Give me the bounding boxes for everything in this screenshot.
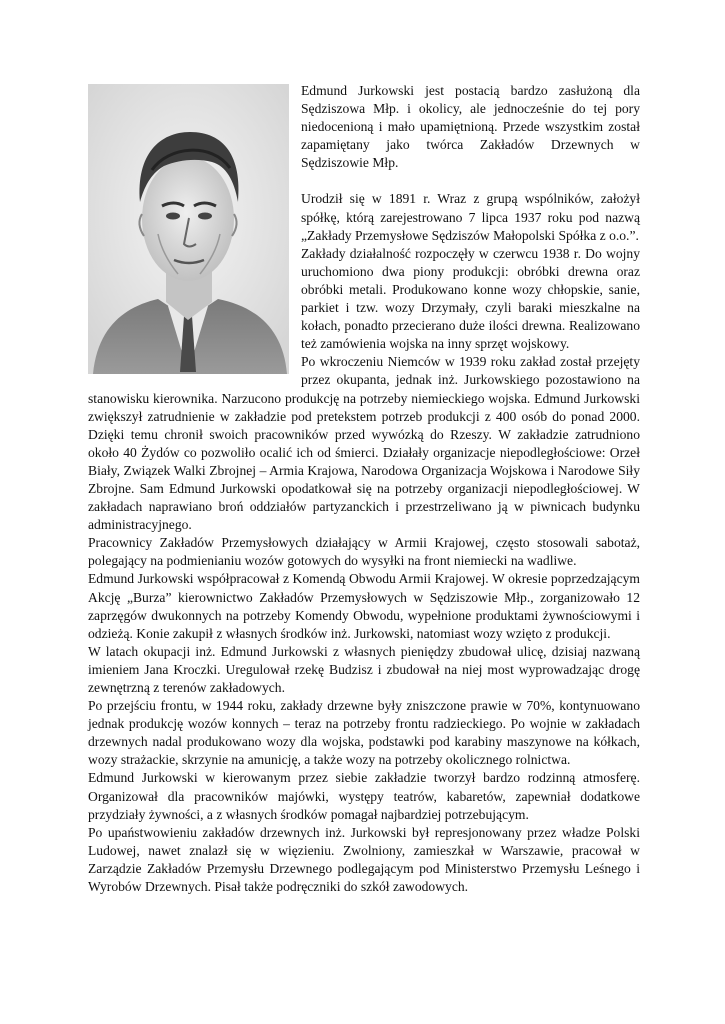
- paragraph-home-army: Edmund Jurkowski współpracował z Komendą Obwodu Armii Krajowej. W okresie poprzedzającym Akcję „Burza” kierownictwo Zakładów Przemysłowych w Sędziszowie Młp., zorganizowało 12 zaprzęgów dwukonnych na potrzeby Komendy Obwodu, wypełnione produktami żywnościowymi i odzieżą. Konie zakupił z własnych środków inż. Jurkowski, natomiast wozy wzięto z produkcji.: [88, 571, 640, 641]
- paragraph-street-bridge: W latach okupacji inż. Edmund Jurkowski z własnych pieniędzy zbudował ulicę, dzisiaj nazwaną imieniem Jana Kroczki. Uregulował rzekę Budzisz i zbudował na niej most wyprowadzając drogę zewnętrzną z terenów zakładowych.: [88, 643, 640, 695]
- paragraph-intro: Edmund Jurkowski jest postacią bardzo zasłużoną dla Sędziszowa Młp. i okolicy, ale jednocześnie do tej pory niedocenioną i mało upamiętnioną. Przede wszystkim został zapamiętany jako twórca Zakładów Drzewnych w Sędziszowie Młp.: [301, 83, 640, 171]
- paragraph-production: Zakłady działalność rozpoczęły w czerwcu 1938 r. Do wojny uruchomiono dwa piony produkcji: obróbki drewna oraz obróbki metali. Produkowano konne wozy chłopskie, sanie, parkiet i tzw. wozy Drzymały, czyli baraki mieszkalne na kołach, ponadto przecierano duże ilości drewna. Realizowano też zamówienia wojska na inny sprzęt wojskowy.: [301, 245, 640, 352]
- paragraph-occupation: Po wkroczeniu Niemców w 1939 roku zakład został przejęty przez okupanta, jednak inż. Jurkowskiego pozostawiono na stanowisku kierownika. Narzucono produkcję na potrzeby niemieckiego wojska. Edmund Jurkowski zwiększył zatrudnienie w zakładzie pod pretekstem potrzeb produkcji z 400 osób do ponad 2000. Dzięki temu chronił swoich pracowników przed wywózką do Rzeszy. W zakładzie zatrudniono około 40 Żydów co pozwoliło ocalić ich od śmierci. Działały organizacje niepodległościowe: Orzeł Biały, Związek Walki Zbrojnej – Armia Krajowa, Narodowa Organizacja Wojskowa i Narodowe Siły Zbrojne. Sam Edmund Jurkowski opodatkował się na potrzeby organizacji niepodległościowej. W zakładach naprawiano broń oddziałów partyzanckich i przestrzeliwano ją w piwnicach budynku administracyjnego.: [88, 354, 640, 533]
- paragraph-repression: Po upaństwowieniu zakładów drzewnych inż. Jurkowski był represjonowany przez władze Polski Ludowej, nawet znalazł się w więzieniu. Zwolniony, zamieszkał w Warszawie, pracował w Zarządzie Zakładów Przemysłu Drzewnego podlegającym pod Ministerstwo Przemysłu Leśnego i Wyrobów Drzewnych. Pisał także podręczniki do szkół zawodowych.: [88, 824, 640, 895]
- document-body: [88, 82, 640, 896]
- paragraph-founding: Urodził się w 1891 r. Wraz z grupą wspólników, założył spółkę, którą zarejestrowano 7 lipca 1937 roku pod nazwą „Zakłady Przemysłowe Sędziszów Małopolski Spółka z o.o.”.: [301, 191, 640, 243]
- portrait-drawing: [88, 84, 289, 374]
- paragraph-sabotage: Pracownicy Zakładów Przemysłowych działający w Armii Krajowej, często stosowali sabotaż, polegający na podmienianiu wozów gotowych do wysyłki na front niemiecki na wadliwe.: [88, 535, 640, 569]
- paragraph-postwar: Po przejściu frontu, w 1944 roku, zakłady drzewne były zniszczone prawie w 70%, kontynuowano jednak produkcję wozów konnych – teraz na potrzeby frontu radzieckiego. Po wojnie w zakładach drzewnych nadal produkowano wozy dla wojska, podstawki pod karabiny maszynowe na kółkach, wozy strażackie, skrzynie na amunicję, a także wozy na potrzeby okolicznego rolnictwa.: [88, 698, 640, 768]
- paragraph-atmosphere: Edmund Jurkowski w kierowanym przez siebie zakładzie tworzył bardzo rodzinną atmosferę. Organizował dla pracowników majówki, występy teatrów, kabaretów, zapewniał dodatkowe przydziały żywności, a z własnych środków pomagał najbardziej potrzebującym.: [88, 770, 640, 822]
